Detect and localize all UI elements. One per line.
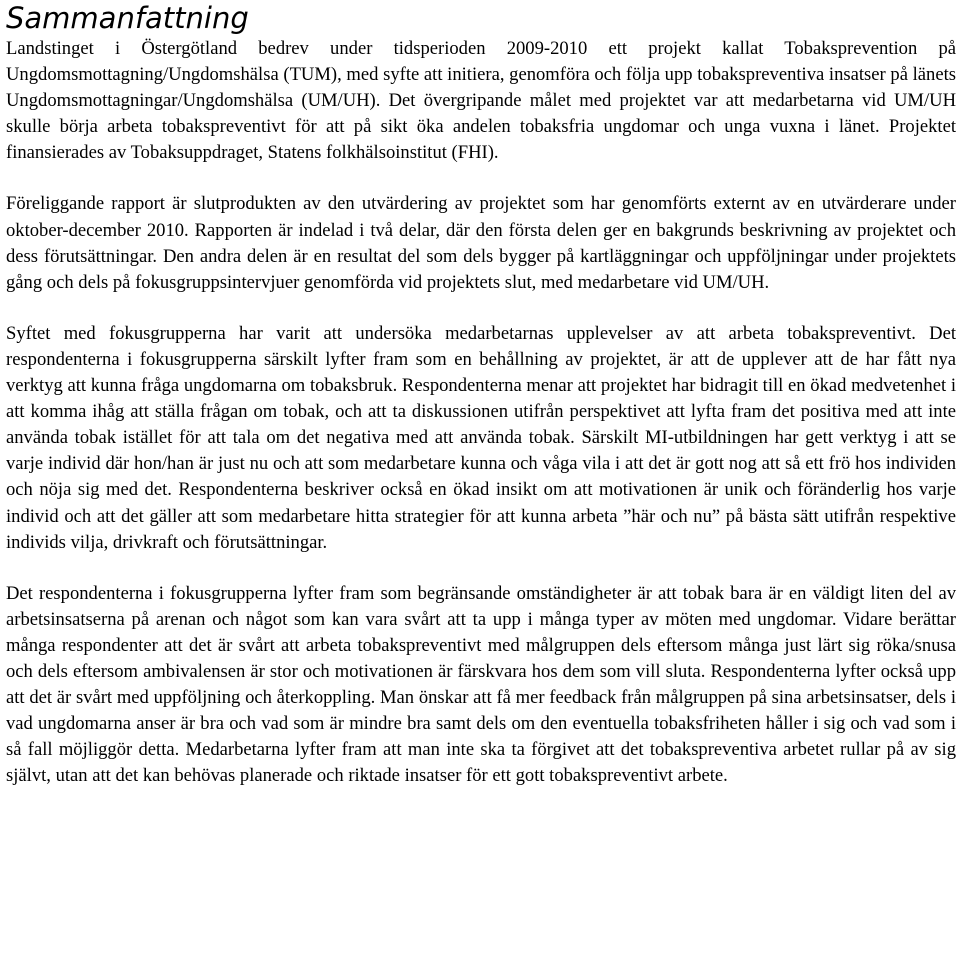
paragraph-focus-groups: Syftet med fokusgrupperna har varit att undersöka medarbetarnas upplevelser av att arbeta tobakspreventivt. Det respondenterna i fokusgrupperna särskilt lyfter fram som en behållning av projektet, är att de upplever att de har fått nya verktyg att kunna fråga ungdomarna om tobaksbruk. Respondenterna menar att projektet har bidragit till en ökad medvetenhet i att komma ihåg att ställa frågan om tobak, och att ta diskussionen utifrån perspektivet att lyfta fram det positiva med att inte använda tobak istället för att tala om det negativa med att använda tobak. Särskilt MI-utbildningen har gett verktyg i att se varje individ där hon/han är just nu och att som medarbetare kunna och våga vila i att det är gott nog att så ett frö hos individen och nöja sig med det. Respondenterna beskriver också en ökad insikt om att motivationen är unik och föränderlig hos varje individ och att det gäller att som medarbetare hitta strategier för att kunna arbeta ”här och nu” på bästa sätt utifrån respektive individs vilja, drivkraft och förutsättningar. (6, 322, 956, 553)
paragraph-report-structure: Föreliggande rapport är slutprodukten av den utvärdering av projektet som har genomförts externt av en utvärderare under oktober-december 2010. Rapporten är indelad i två delar, där den första delen ger en bakgrunds beskrivning av projektet och dess förutsättningar. Den andra delen är en resultat del som dels bygger på kartläggningar och uppföljningar under projektets gång och dels på fokusgruppsintervjuer genomförda vid projektets slut, med medarbetare vid UM/UH. (6, 193, 956, 293)
paragraph-limitations: Det respondenterna i fokusgrupperna lyfter fram som begränsande omständigheter är att tobak bara är en väldigt liten del av arbetsinsatserna på arenan och något som kan vara svårt att ta upp i många typer av möten med ungdomar. Vidare berättar många respondenter att det är svårt att arbeta tobakspreventivt med målgruppen dels eftersom många just lärt sig röka/snusa och dels eftersom ambivalensen är stor och motivationen är färskvara hos dem som vill sluta. Respondenterna lyfter också upp att det är svårt med uppföljning och återkoppling. Man önskar att få mer feedback från målgruppen på sina arbetsinsatser, dels i vad ungdomarna anser är bra och vad som är mindre bra samt dels om den eventuella tobaksfriheten håller i sig och vad som i så fall möjliggör detta. Medarbetarna lyfter fram att man inte ska ta förgivet att det tobakspreventiva arbetet rullar på av sig självt, utan att det kan behövas planerade och riktade insatser för ett gott tobakspreventivt arbete. (6, 582, 956, 787)
page-title: Sammanfattning (6, 1, 249, 35)
document-page (6, 0, 956, 789)
paragraph-background: Landstinget i Östergötland bedrev under tidsperioden 2009-2010 ett projekt kallat Tobaksprevention på Ungdomsmottagning/Ungdomshälsa (TUM), med syfte att initiera, genomföra och följa upp tobakspreventiva insatser på länets Ungdomsmottagningar/Ungdomshälsa (UM/UH). Det övergripande målet med projektet var att medarbetarna vid UM/UH skulle börja arbeta tobakspreventivt för att på sikt öka andelen tobaksfria ungdomar och unga vuxna i länet. Projektet finansierades av Tobaksuppdraget, Statens folkhälsoinstitut (FHI). (6, 38, 956, 164)
